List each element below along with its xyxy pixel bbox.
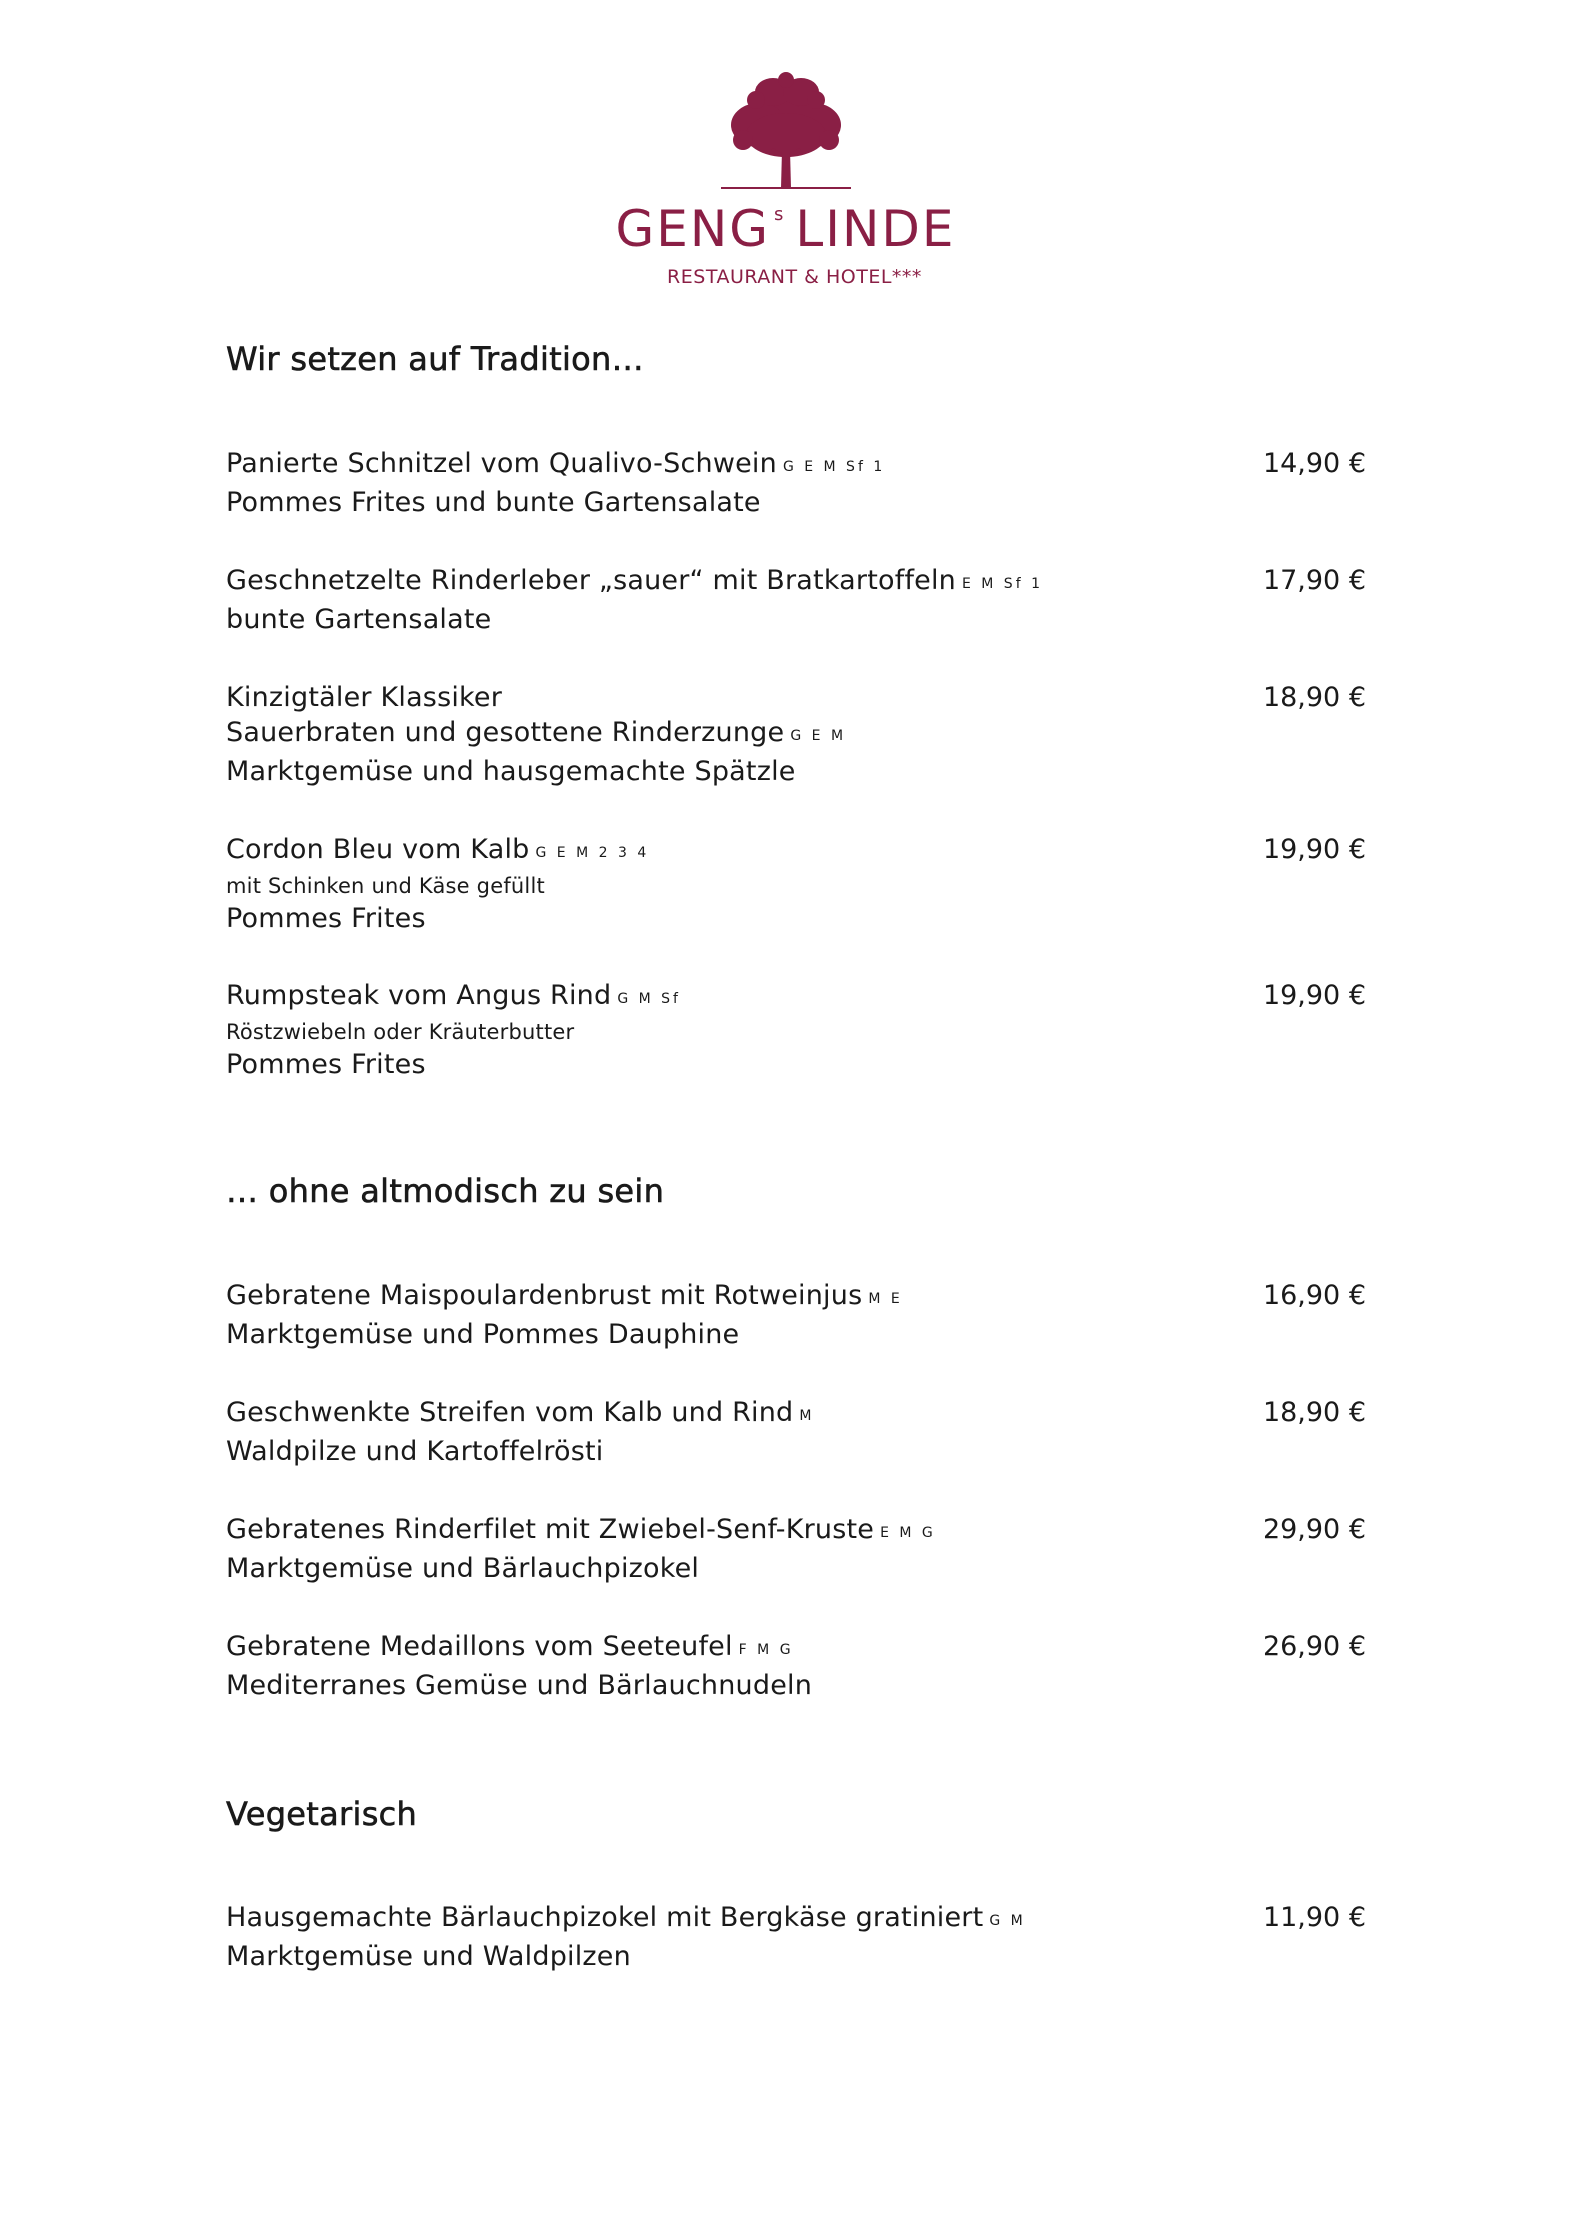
menu-item [226,1278,1366,1352]
menu-item [226,680,1366,789]
menu-item [226,1900,1366,1974]
menu-item [226,978,1366,1082]
dish-price: 14,90 € [1262,448,1366,479]
allergen-codes: G M Sf [617,991,681,1007]
menu-item [226,832,1366,936]
tree-icon [701,70,871,200]
dish-side: bunte Gartensalate [226,604,492,635]
allergen-codes: E M G [880,1525,936,1541]
dish-price: 19,90 € [1262,834,1366,865]
dish-name: Geschwenkte Streifen vom Kalb und Rind M [226,1397,815,1428]
section-title-modern: … ohne altmodisch zu sein [226,1172,665,1210]
menu-item [226,446,1366,520]
dish-detail: mit Schinken und Käse gefüllt [226,874,545,898]
menu-item [226,563,1366,637]
dish-price: 11,90 € [1262,1902,1366,1933]
allergen-codes: F M G [738,1642,794,1658]
section-title-tradition: Wir setzen auf Tradition… [226,340,644,378]
restaurant-logo [0,70,1571,288]
dish-detail: Röstzwiebeln oder Kräuterbutter [226,1020,575,1044]
dish-price: 18,90 € [1262,682,1366,713]
menu-item [226,1629,1366,1703]
dish-name: Sauerbraten und gesottene Rinderzunge G E M [226,717,847,748]
dish-side: Marktgemüse und hausgemachte Spätzle [226,756,796,787]
menu-item [226,1512,1366,1586]
dish-side: Pommes Frites [226,1049,426,1080]
dish-side: Pommes Frites und bunte Gartensalate [226,487,761,518]
dish-category: Kinzigtäler Klassiker [226,682,503,713]
dish-name: Panierte Schnitzel vom Qualivo-Schwein G E M Sf 1 [226,448,886,479]
allergen-codes: G E M 2 3 4 [535,845,650,861]
dish-price: 26,90 € [1262,1631,1366,1662]
allergen-codes: G M [989,1913,1026,1929]
dish-name: Cordon Bleu vom Kalb G E M 2 3 4 [226,834,650,865]
dish-side: Mediterranes Gemüse und Bärlauchnudeln [226,1670,813,1701]
allergen-codes: G E M Sf 1 [782,459,886,475]
brand-name-sup: s [773,204,786,225]
dish-price: 18,90 € [1262,1397,1366,1428]
dish-price: 17,90 € [1262,565,1366,596]
dish-price: 19,90 € [1262,980,1366,1011]
section-title-vegetarian: Vegetarisch [226,1795,418,1833]
brand-name [615,200,956,258]
dish-side: Marktgemüse und Pommes Dauphine [226,1319,740,1350]
dish-name: Rumpsteak vom Angus Rind G M Sf [226,980,681,1011]
allergen-codes: G E M [790,728,847,744]
dish-side: Marktgemüse und Waldpilzen [226,1941,631,1972]
allergen-codes: M [799,1408,815,1424]
dish-side: Waldpilze und Kartoffelrösti [226,1436,604,1467]
allergen-codes: E M Sf 1 [961,576,1043,592]
allergen-codes: M E [868,1291,903,1307]
dish-price: 29,90 € [1262,1514,1366,1545]
dish-side: Pommes Frites [226,903,426,934]
brand-name-end: LINDE [795,200,956,258]
dish-name: Gebratene Medaillons vom Seeteufel F M G [226,1631,794,1662]
dish-name: Hausgemachte Bärlauchpizokel mit Bergkäse gratiniert G M [226,1902,1026,1933]
brand-name-main: GENG [615,200,770,258]
dish-name: Geschnetzelte Rinderleber „sauer“ mit Bratkartoffeln E M Sf 1 [226,565,1043,596]
dish-side: Marktgemüse und Bärlauchpizokel [226,1553,700,1584]
menu-item [226,1395,1366,1469]
dish-name: Gebratenes Rinderfilet mit Zwiebel-Senf-Kruste E M G [226,1514,936,1545]
brand-subtitle: RESTAURANT & HOTEL*** [667,266,922,288]
dish-name: Gebratene Maispoulardenbrust mit Rotweinjus M E [226,1280,903,1311]
dish-price: 16,90 € [1262,1280,1366,1311]
